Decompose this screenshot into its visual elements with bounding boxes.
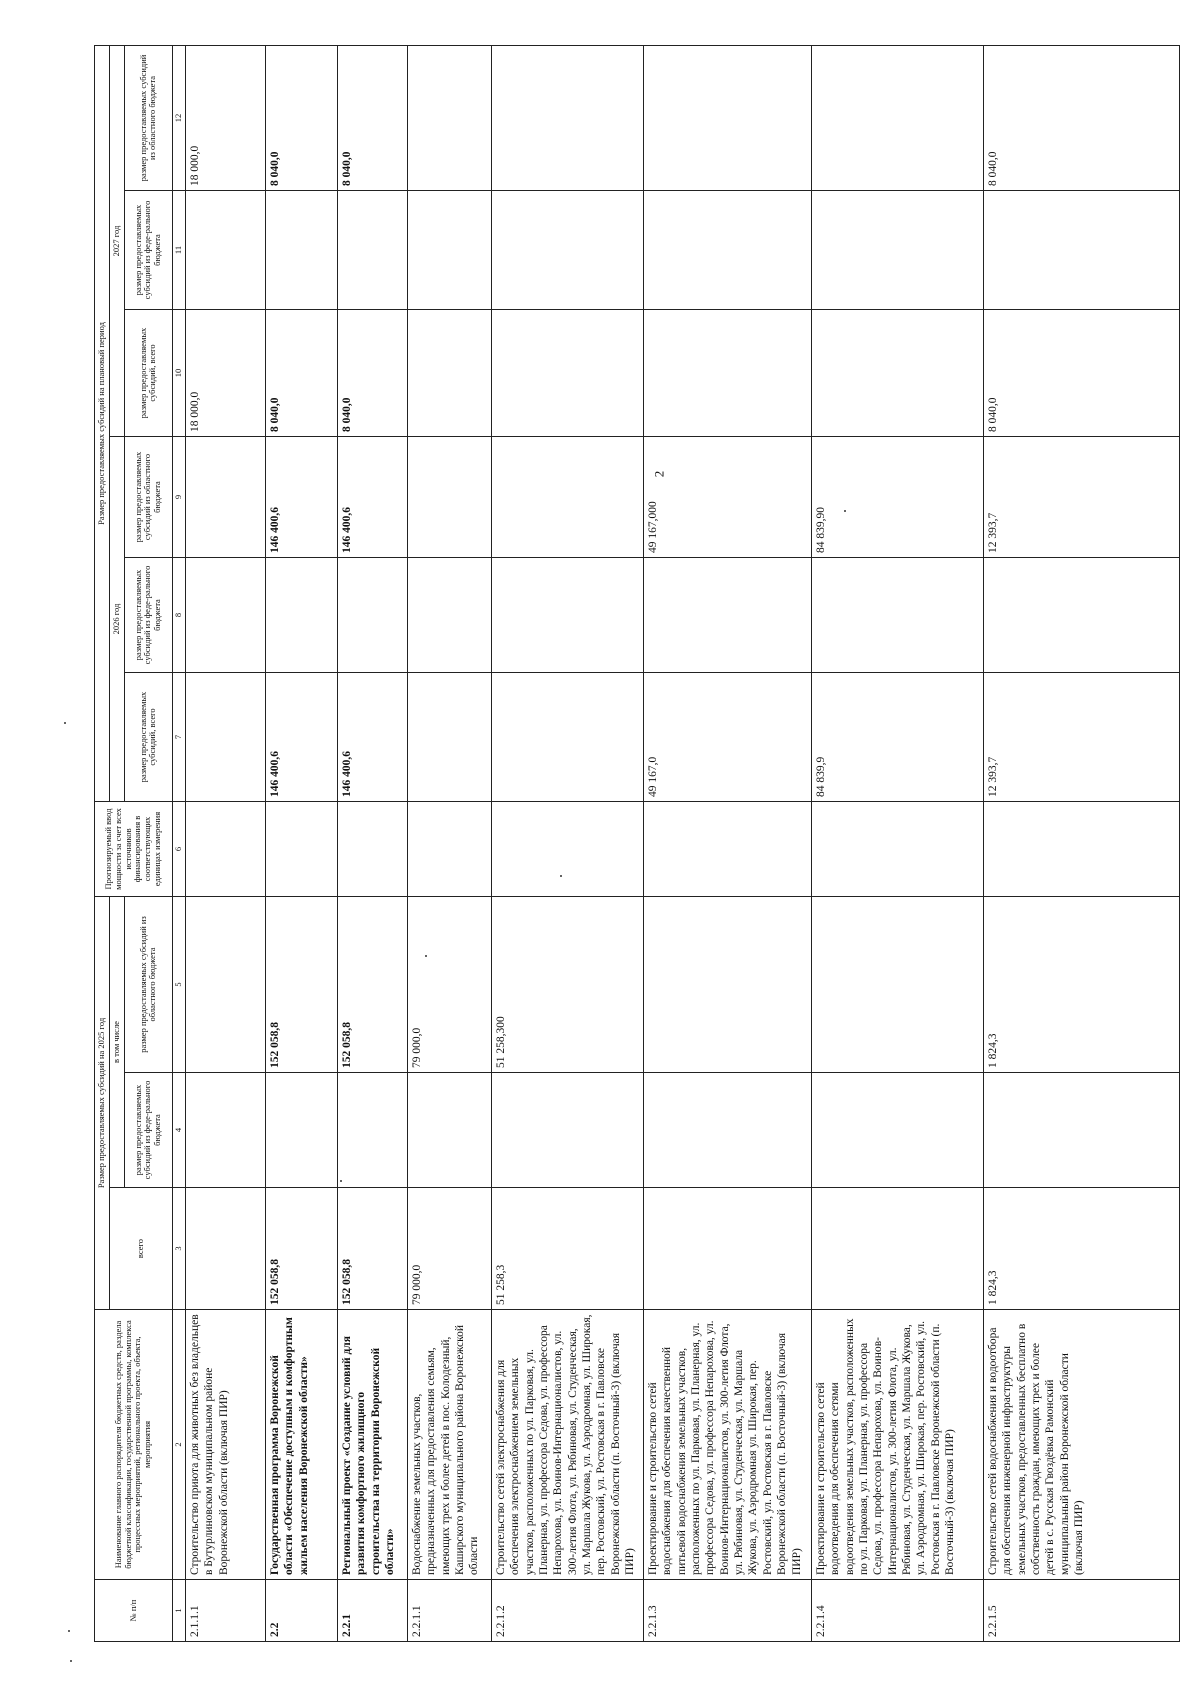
column-number: 1 [172, 1580, 185, 1642]
header-subsidies-2025: Размер предоставляемых субсидий на 2025 год [95, 897, 110, 1310]
scan-speck [68, 1630, 70, 1632]
cell-federal-2026 [491, 558, 643, 673]
cell-federal-2026 [811, 558, 983, 673]
scan-speck [560, 875, 562, 877]
cell-federal-2027 [265, 191, 337, 310]
table-row [185, 45, 265, 1641]
row-num: 2.2.1.2 [491, 1580, 643, 1642]
cell-federal-2026 [983, 558, 1179, 673]
row-name: Проектирование и строительство сетей водоотведения для обеспечения сетями водоотведения земельных участков, расположенных по ул. Парковая, ул. Планерная, ул. профессора Седова, ул. профессора Непарохова, ул. Воинов-Интернационалистов, ул. 300-летия Флота, ул. Рябиновая, ул. Студенческая, ул. Маршала Жукова, ул. Аэродромная, ул. Широкая, пер. Ростовский, ул. Ростовская в г. Павловске Воронежской области (п. Восточный-3) (включая ПИР) [811, 1310, 983, 1580]
cell-federal-2027 [491, 191, 643, 310]
cell-regional-2027 [407, 45, 491, 190]
column-number: 4 [172, 1073, 185, 1188]
column-number: 2 [172, 1310, 185, 1580]
cell-federal-2027 [185, 191, 265, 310]
cell-capacity [983, 802, 1179, 897]
cell-regional-2026 [491, 437, 643, 558]
row-num: 2.2.1.5 [983, 1580, 1179, 1642]
row-name: Проектирование и строительство сетей водоснабжения для обеспечения качественной питьевой водоснабжения земельных участков, расположенных по ул. Парковая, ул. Планерная, ул. профессора Седова, ул. профессора Непарохова, ул. Воинов-Интернационалистов, ул. 300-летия Флота, ул. Рябиновая, ул. Студенческая, ул. Маршала Жукова, ул. Аэродромная ул. Широкая, пер. Ростовский, ул. Ростовская в г. Павловске Воронежской области (п. Восточный-3) (включая ПИР) [643, 1310, 811, 1580]
cell-capacity [491, 802, 643, 897]
cell-total-2025: 79 000,0 [407, 1188, 491, 1310]
cell-regional-2025: 152 058,8 [265, 897, 337, 1073]
cell-federal-2025 [265, 1073, 337, 1188]
cell-total-2026: 49 167,0 [643, 673, 811, 802]
cell-regional-2026: 146 400,6 [265, 437, 337, 558]
row-num: 2.2 [265, 1580, 337, 1642]
cell-total-2027: 8 040,0 [337, 310, 407, 437]
row-num: 2.2.1 [337, 1580, 407, 1642]
cell-total-2027 [491, 310, 643, 437]
table-row [811, 45, 983, 1641]
header-plan-period: Размер предоставляемых субсидий на плановый период [95, 45, 110, 801]
column-number: 6 [172, 802, 185, 897]
cell-regional-2025: 79 000,0 [407, 897, 491, 1073]
cell-regional-2026: 84 839,90 [811, 437, 983, 558]
header-federal-2027: размер предоставляемых субсидий из феде-рального бюджета [124, 191, 172, 310]
header-year-2027: 2027 год [110, 45, 125, 436]
scan-speck [340, 1180, 342, 1182]
cell-federal-2026 [337, 558, 407, 673]
table-row [265, 45, 337, 1641]
cell-federal-2025 [643, 1073, 811, 1188]
cell-regional-2025: 152 058,8 [337, 897, 407, 1073]
header-regional-2026: размер предоставляемых субсидий из областного бюджета [124, 437, 172, 558]
cell-federal-2025 [491, 1073, 643, 1188]
row-name: Строительство приюта для животных без владельцев в Бутурлиновском муниципальном районе Воронежской области (включая ПИР) [185, 1310, 265, 1580]
row-num: 2.2.1.1 [407, 1580, 491, 1642]
header-in-that-number: в том числе [110, 897, 125, 1188]
column-number: 9 [172, 437, 185, 558]
cell-regional-2026: 12 393,7 [983, 437, 1179, 558]
cell-regional-2026: 49 167,000 [643, 437, 811, 558]
row-num: 2.2.1.4 [811, 1580, 983, 1642]
header-num: № п/п [95, 1580, 173, 1642]
header-regional-2027: размер предоставляемых субсидий из областного бюджета [124, 45, 172, 190]
column-number: 8 [172, 558, 185, 673]
cell-federal-2027 [811, 191, 983, 310]
table-row [491, 45, 643, 1641]
cell-total-2027 [407, 310, 491, 437]
table-row [407, 45, 491, 1641]
row-name: Водоснабжение земельных участков, предназначенных для предоставления семьям, имеющих трех и более детей в пос. Колодезный, Каширского муниципального района Воронежской области [407, 1310, 491, 1580]
rotated-table-container [94, 46, 1180, 1642]
cell-regional-2026 [407, 437, 491, 558]
column-number: 11 [172, 191, 185, 310]
cell-regional-2027: 8 040,0 [983, 45, 1179, 190]
cell-total-2025: 1 824,3 [983, 1188, 1179, 1310]
cell-federal-2025 [407, 1073, 491, 1188]
cell-total-2026 [491, 673, 643, 802]
cell-regional-2026 [185, 437, 265, 558]
cell-regional-2025: 1 824,3 [983, 897, 1179, 1073]
scan-speck [844, 510, 846, 512]
cell-total-2025 [643, 1188, 811, 1310]
cell-capacity [407, 802, 491, 897]
cell-federal-2027 [983, 191, 1179, 310]
cell-regional-2027: 18 000,0 [185, 45, 265, 190]
header-year-2026: 2026 год [110, 437, 125, 802]
cell-capacity [811, 802, 983, 897]
document-sheet [94, 46, 1180, 1642]
column-number: 7 [172, 673, 185, 802]
cell-total-2025 [185, 1188, 265, 1310]
table-row [337, 45, 407, 1641]
cell-federal-2026 [265, 558, 337, 673]
cell-federal-2027 [407, 191, 491, 310]
cell-capacity [185, 802, 265, 897]
cell-federal-2025 [983, 1073, 1179, 1188]
scan-speck [70, 1660, 72, 1662]
cell-total-2025: 51 258,3 [491, 1188, 643, 1310]
cell-regional-2027 [643, 45, 811, 190]
cell-regional-2026: 146 400,6 [337, 437, 407, 558]
cell-total-2026: 146 400,6 [265, 673, 337, 802]
page-number: 2 [651, 470, 667, 478]
row-name: Региональный проект «Создание условий для развития комфортного жилищного строительства на территории Воронежской области» [337, 1310, 407, 1580]
header-name: Наименование главного распорядителя бюджетных средств, раздела бюджетной классификации, государственной программы, комплекса процессных мероприятий, регионального проекта, объекта, мероприятия [95, 1310, 173, 1580]
cell-capacity [337, 802, 407, 897]
cell-total-2026: 146 400,6 [337, 673, 407, 802]
cell-total-2025 [811, 1188, 983, 1310]
table-row [983, 45, 1179, 1641]
cell-federal-2025 [337, 1073, 407, 1188]
cell-regional-2025 [643, 897, 811, 1073]
cell-federal-2026 [407, 558, 491, 673]
row-name: Строительство сетей электроснабжения для обеспечения электроснабжением земельных участков, расположенных по ул. Парковая, ул. Планерная, ул. профессора Седова, ул. профессора Непарохова, ул. Воинов-Интернационалистов, ул. 300-летия Флота, ул. Рябиновая, ул. Студенческая, ул. Маршала Жукова, ул. Аэродромная, ул. Широкая, пер. Ростовский, ул. Ростовская в г. Павловске Воронежской области (п. Восточный-3) (включая ПИР) [491, 1310, 643, 1580]
cell-total-2027: 8 040,0 [983, 310, 1179, 437]
row-num: 2.1.1.1 [185, 1580, 265, 1642]
cell-total-2026: 84 839,9 [811, 673, 983, 802]
cell-federal-2025 [811, 1073, 983, 1188]
cell-regional-2025 [185, 897, 265, 1073]
cell-capacity [643, 802, 811, 897]
header-total-2026: размер предоставляемых субсидий, всего [124, 673, 172, 802]
cell-regional-2027 [491, 45, 643, 190]
cell-total-2027: 18 000,0 [185, 310, 265, 437]
cell-total-2026: 12 393,7 [983, 673, 1179, 802]
header-regional-2025: размер предоставляемых субсидий из областного бюджета [124, 897, 172, 1073]
cell-total-2026 [185, 673, 265, 802]
cell-total-2025: 152 058,8 [265, 1188, 337, 1310]
cell-total-2027 [643, 310, 811, 437]
cell-regional-2025: 51 258,300 [491, 897, 643, 1073]
cell-regional-2027 [811, 45, 983, 190]
cell-federal-2026 [185, 558, 265, 673]
column-number: 10 [172, 310, 185, 437]
cell-federal-2025 [185, 1073, 265, 1188]
row-name: Строительство сетей водоснабжения и водоотбора для обеспечения инженерной инфраструктуры земельных участков, предоставленных бесплатно в собственность граждан, имеющих трех и более детей в с. Русская Гвоздёвка Рамонский муниципальный район Воронежской области (включая ПИР) [983, 1310, 1179, 1580]
cell-federal-2027 [643, 191, 811, 310]
cell-total-2026 [407, 673, 491, 802]
header-total-2027: размер предоставляемых субсидий, всего [124, 310, 172, 437]
row-num: 2.2.1.3 [643, 1580, 811, 1642]
cell-total-2027 [811, 310, 983, 437]
cell-federal-2027 [337, 191, 407, 310]
table-row [643, 45, 811, 1641]
cell-regional-2025 [811, 897, 983, 1073]
cell-total-2027: 8 040,0 [265, 310, 337, 437]
cell-regional-2027: 8 040,0 [265, 45, 337, 190]
header-total: всего [110, 1188, 173, 1310]
cell-regional-2027: 8 040,0 [337, 45, 407, 190]
column-number: 3 [172, 1188, 185, 1310]
scan-speck [425, 955, 427, 957]
cell-capacity [265, 802, 337, 897]
header-federal-2026: размер предоставляемых субсидий из феде-рального бюджета [124, 558, 172, 673]
scan-speck [64, 722, 66, 724]
column-number: 5 [172, 897, 185, 1073]
cell-federal-2026 [643, 558, 811, 673]
subsidies-table [94, 45, 1180, 1642]
header-federal-2025: размер предоставляемых субсидий из феде-рального бюджета [124, 1073, 172, 1188]
cell-total-2025: 152 058,8 [337, 1188, 407, 1310]
row-name: Государственная программа Воронежской области «Обеспечение доступным и комфортным жильем населения Воронежской области» [265, 1310, 337, 1580]
column-number: 12 [172, 45, 185, 190]
header-capacity: Прогнозируемый ввод мощности за счет всех источников финансирования в соответствующих единицах измерения [95, 802, 173, 897]
